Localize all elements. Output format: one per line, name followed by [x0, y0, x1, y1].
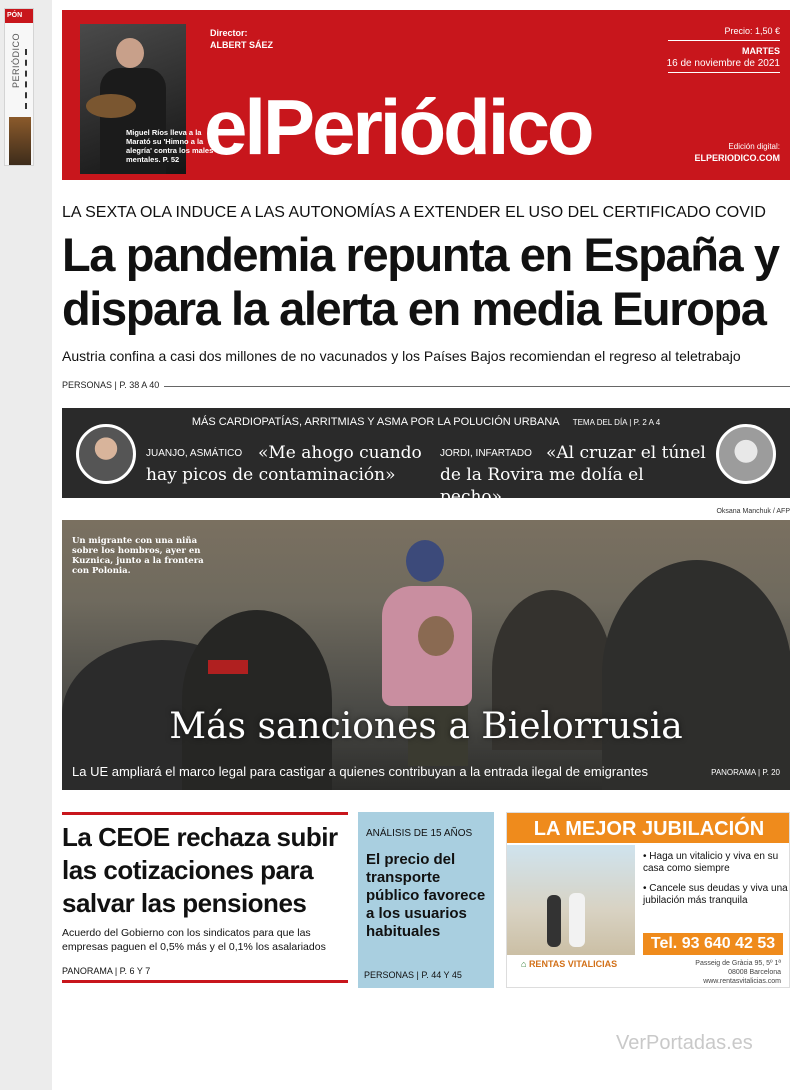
side-strip-tag: PÓN [5, 9, 34, 23]
guitar-icon [86, 94, 136, 118]
pensions-story[interactable] [62, 812, 348, 983]
side-strip-image [9, 117, 31, 166]
pensions-headline[interactable]: La CEOE rechaza subir las cotizaciones para salvar las pensiones [62, 822, 338, 918]
ad-address [695, 959, 781, 986]
front-page [52, 0, 800, 1090]
ad-address-line1: Passeig de Gràcia 95, 5º 1ª [695, 960, 781, 967]
price-divider [668, 40, 780, 41]
edition-url[interactable]: ELPERIODICO.COM [694, 153, 780, 163]
ad-title: LA MEJOR JUBILACIÓN [507, 813, 790, 843]
ad-bullet-1: • Haga un vitalicio y viva en su casa como siempre [643, 851, 790, 875]
lead-divider [164, 386, 790, 387]
lead-headline[interactable]: La pandemia repunta en España y dispara la alerta en media Europa [62, 228, 779, 335]
quote1-text: «Me ahogo cuando hay picos de contaminación» [146, 443, 422, 485]
lead-kicker: LA SEXTA OLA INDUCE A LAS AUTONOMÍAS A EXTENDER EL USO DEL CERTIFICADO COVID [62, 204, 766, 221]
quote2-text: «Al cruzar el túnel de la Rovira me dolía el pecho» [440, 443, 706, 507]
avatar-juanjo [76, 424, 136, 484]
pensions-ref: PANORAMA | P. 6 Y 7 [62, 966, 151, 976]
ad-phone[interactable]: Tel. 93 640 42 53 [643, 933, 783, 955]
banner-title: MÁS CARDIOPATÍAS, ARRITMIAS Y ASMA POR LA POLUCIÓN URBANA [191, 416, 560, 428]
ad-address-line2: 08008 Barcelona [728, 969, 781, 976]
masthead-photo-caption[interactable]: Miguel Ríos lleva a la Marató su 'Himno a la alegría' contra los males mentales. P. 52 [126, 128, 214, 164]
side-strip-text: PERIÓDICO [11, 33, 21, 89]
transport-kicker: ANÁLISIS DE 15 AÑOS [366, 828, 473, 839]
issue-date: 16 de noviembre de 2021 [666, 58, 780, 69]
newspaper-logo: elPeriódico [204, 83, 592, 171]
director-label: Director: [210, 28, 248, 38]
director-name: ALBERT SÁEZ [210, 40, 273, 50]
date-divider [668, 72, 780, 73]
lead-section-ref: PERSONAS | P. 38 A 40 [62, 380, 160, 390]
banner-ref: TEMA DEL DÍA | P. 2 A 4 [572, 418, 661, 427]
ad-website[interactable]: www.rentasvitalicias.com [703, 978, 781, 985]
quote2-name: JORDI, INFARTADO [440, 448, 532, 459]
weekday: MARTES [742, 46, 780, 56]
transport-headline[interactable]: El precio del transporte público favorece a los usuarios habituales [366, 851, 486, 940]
ad-bullet-2: • Cancele sus deudas y viva una jubilación más tranquila [643, 883, 790, 907]
avatar-jordi [716, 424, 776, 484]
photo-caption: Un migrante con una niña sobre los hombros, ayer en Kuznica, junto a la frontera con Polonia. [72, 536, 204, 576]
site-watermark: VerPortadas.es [616, 1032, 753, 1054]
ad-logo: ⌂ RENTAS VITALICIAS [521, 959, 617, 969]
migrants-photo[interactable] [62, 520, 790, 790]
lead-deck: Austria confina a casi dos millones de no vacunados y los Países Bajos recomiendan el regreso al teletrabajo [62, 348, 741, 364]
side-strip-thumbnail [4, 8, 34, 166]
ad-bullets [643, 851, 790, 915]
photo-ref: PANORAMA | P. 20 [711, 768, 780, 777]
transport-story[interactable] [358, 812, 494, 988]
quote1-name: JUANJO, ASMÁTICO [146, 448, 243, 459]
masthead [62, 10, 790, 180]
edition-label: Edición digital: [728, 142, 780, 151]
retirement-ad[interactable] [506, 812, 790, 988]
photo-deck: La UE ampliará el marco legal para castigar a quienes contribuyan a la entrada ilegal de emigrantes [72, 764, 648, 779]
scissors-dashes [25, 49, 31, 109]
transport-ref: PERSONAS | P. 44 Y 45 [364, 970, 462, 980]
banner-header [62, 416, 790, 428]
topic-banner[interactable] [62, 408, 790, 507]
pensions-deck: Acuerdo del Gobierno con los sindicatos para que las empresas paguen el 0,5% más y el 0,1% los asalariados [62, 927, 326, 953]
photo-headline[interactable]: Más sanciones a Bielorrusia [169, 706, 683, 747]
price: Precio: 1,50 € [724, 26, 780, 36]
ad-photo [507, 845, 635, 955]
photo-credit: Oksana Manchuk / AFP [716, 508, 790, 515]
